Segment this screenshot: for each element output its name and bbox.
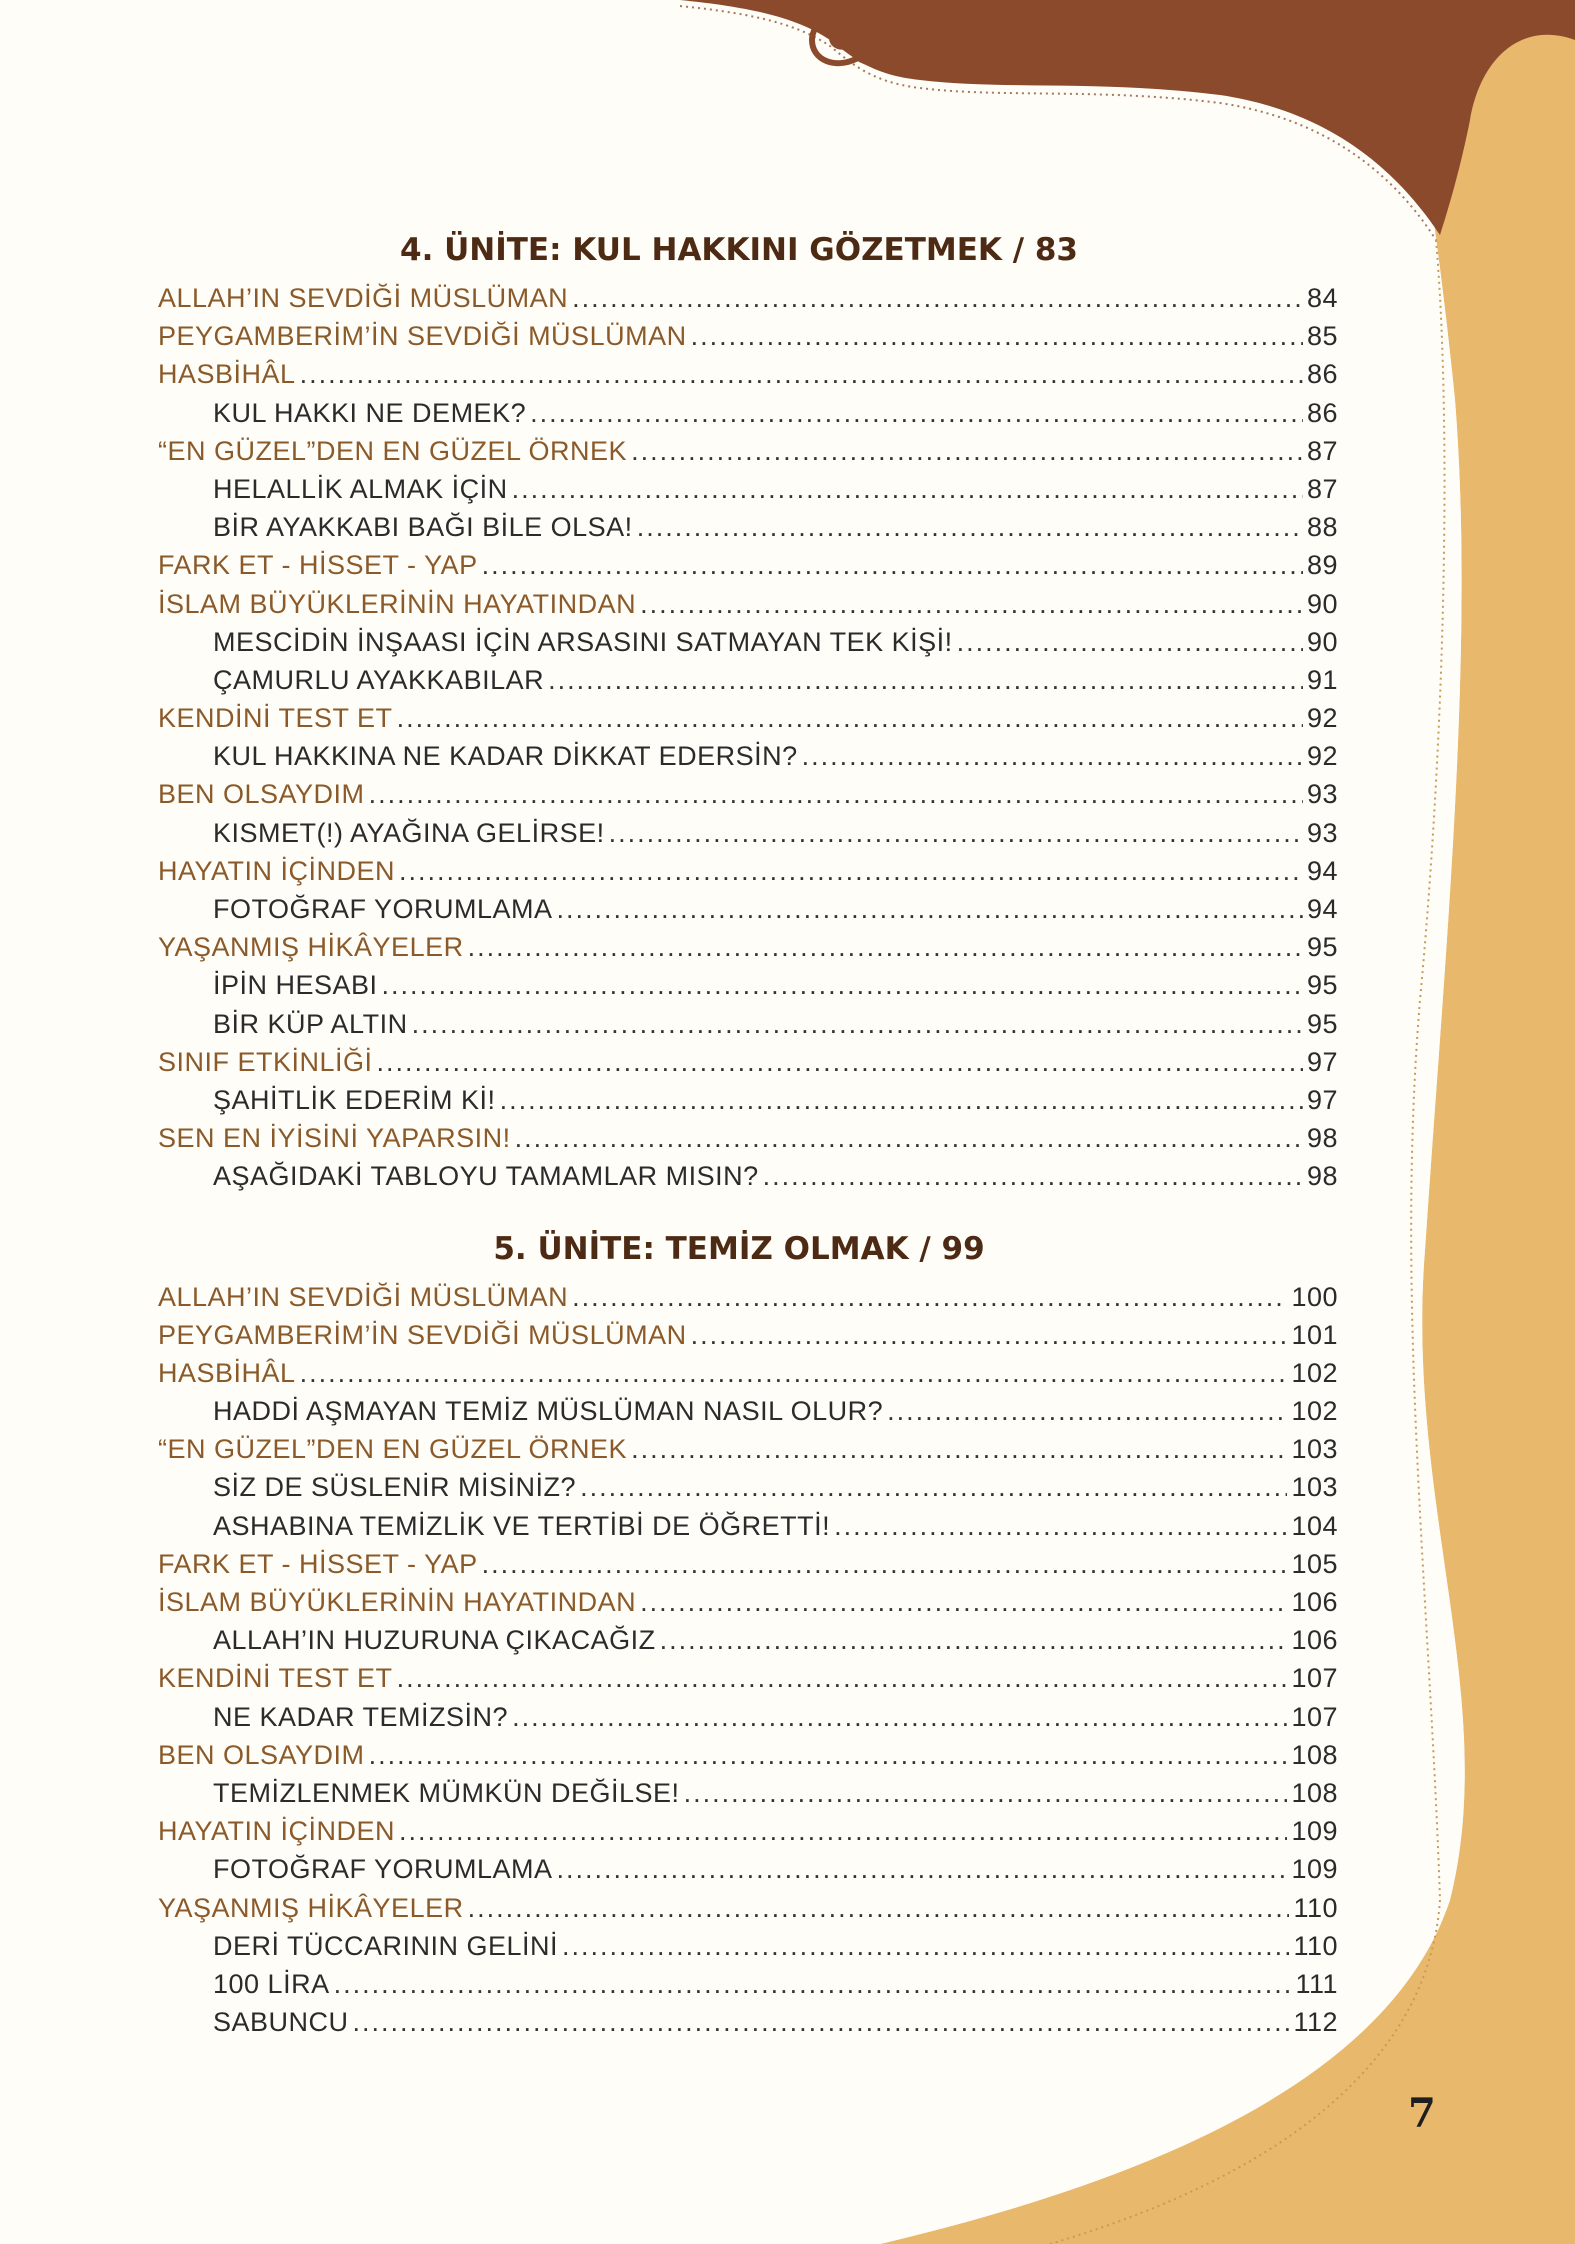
toc-entry-page: 92 bbox=[1306, 741, 1338, 772]
dot-leader bbox=[334, 1965, 1292, 2003]
toc-entry[interactable] bbox=[158, 1736, 1338, 1774]
toc-entry[interactable] bbox=[158, 890, 1338, 928]
toc-entry-page: 85 bbox=[1306, 321, 1338, 352]
toc-entry-page: 110 bbox=[1293, 1930, 1338, 1961]
toc-entry[interactable] bbox=[158, 508, 1338, 546]
dot-leader bbox=[631, 432, 1303, 470]
toc-entry-label: HASBİHÂL bbox=[158, 1357, 296, 1388]
dot-leader bbox=[660, 1621, 1288, 1659]
toc-entry-label: YAŞANMIŞ HİKÂYELER bbox=[158, 932, 464, 963]
toc-entry-page: 103 bbox=[1291, 1434, 1338, 1465]
toc-entry-page: 86 bbox=[1306, 359, 1338, 390]
toc-entry-page: 92 bbox=[1306, 703, 1338, 734]
toc-entry[interactable] bbox=[158, 317, 1338, 355]
toc-entry-page: 98 bbox=[1306, 1123, 1338, 1154]
table-of-contents bbox=[158, 225, 1338, 2041]
toc-entry-page: 106 bbox=[1291, 1625, 1338, 1656]
toc-entry-label: TEMİZLENMEK MÜMKÜN DEĞİLSE! bbox=[213, 1777, 680, 1808]
toc-entry-page: 95 bbox=[1306, 970, 1338, 1001]
toc-entry-page: 93 bbox=[1306, 779, 1338, 810]
toc-entry-label: YAŞANMIŞ HİKÂYELER bbox=[158, 1892, 464, 1923]
toc-entry-page: 107 bbox=[1291, 1701, 1338, 1732]
toc-entry-label: NE KADAR TEMİZSİN? bbox=[213, 1701, 509, 1732]
toc-list-unit-5 bbox=[158, 1278, 1338, 2042]
toc-entry[interactable] bbox=[158, 1430, 1338, 1468]
toc-entry-label: “EN GÜZEL”DEN EN GÜZEL ÖRNEK bbox=[158, 1434, 628, 1465]
toc-entry[interactable] bbox=[158, 470, 1338, 508]
dot-leader bbox=[691, 1316, 1288, 1354]
toc-entry-page: 112 bbox=[1293, 2007, 1338, 2038]
toc-entry-page: 94 bbox=[1306, 855, 1338, 886]
toc-entry-label: ALLAH’IN SEVDİĞİ MÜSLÜMAN bbox=[158, 283, 569, 313]
dot-leader bbox=[468, 1889, 1290, 1927]
toc-entry-page: 94 bbox=[1306, 894, 1338, 924]
toc-entry[interactable] bbox=[158, 585, 1338, 623]
toc-entry[interactable] bbox=[158, 432, 1338, 470]
toc-entry[interactable] bbox=[158, 1545, 1338, 1583]
toc-entry[interactable] bbox=[158, 1316, 1338, 1354]
toc-entry[interactable] bbox=[158, 928, 1338, 966]
toc-entry[interactable] bbox=[158, 623, 1338, 661]
toc-entry-label: SABUNCU bbox=[213, 2007, 349, 2038]
toc-entry-page: 111 bbox=[1295, 1968, 1338, 1999]
dot-leader bbox=[468, 928, 1303, 966]
dot-leader bbox=[557, 890, 1303, 928]
toc-entry-page: 87 bbox=[1306, 473, 1338, 504]
dot-leader bbox=[637, 508, 1303, 546]
dot-leader bbox=[548, 661, 1303, 699]
dot-leader bbox=[382, 966, 1303, 1004]
toc-entry-page: 91 bbox=[1306, 664, 1338, 695]
toc-entry-page: 95 bbox=[1306, 932, 1338, 963]
dot-leader bbox=[369, 1736, 1288, 1774]
dot-leader bbox=[482, 1545, 1288, 1583]
toc-entry-label: SEN EN İYİSİNİ YAPARSIN! bbox=[158, 1123, 511, 1154]
toc-entry-label: ALLAH’IN SEVDİĞİ MÜSLÜMAN bbox=[158, 1281, 569, 1312]
toc-entry[interactable] bbox=[158, 394, 1338, 432]
dot-leader bbox=[572, 279, 1303, 317]
toc-entry-page: 95 bbox=[1306, 1008, 1338, 1039]
toc-entry-page: 98 bbox=[1306, 1161, 1338, 1192]
toc-entry-label: İSLAM BÜYÜKLERİNİN HAYATINDAN bbox=[158, 588, 637, 619]
toc-entry-page: 93 bbox=[1306, 817, 1338, 848]
toc-entry[interactable] bbox=[158, 1392, 1338, 1430]
toc-entry-label: KENDİNİ TEST ET bbox=[158, 1663, 393, 1694]
toc-entry-label: HELALLİK ALMAK İÇİN bbox=[213, 473, 508, 504]
dot-leader bbox=[887, 1392, 1287, 1430]
dot-leader bbox=[691, 317, 1303, 355]
dot-leader bbox=[562, 1927, 1289, 1965]
toc-entry-label: BEN OLSAYDIM bbox=[158, 779, 365, 810]
toc-entry-page: 107 bbox=[1291, 1663, 1338, 1694]
toc-entry[interactable] bbox=[158, 1965, 1338, 2003]
toc-entry-page: 84 bbox=[1306, 283, 1338, 313]
toc-entry[interactable] bbox=[158, 1081, 1338, 1119]
toc-entry[interactable] bbox=[158, 1354, 1338, 1392]
toc-entry[interactable] bbox=[158, 1698, 1338, 1736]
toc-entry-page: 97 bbox=[1306, 1046, 1338, 1077]
dot-leader bbox=[802, 737, 1303, 775]
toc-entry-label: FOTOĞRAF YORUMLAMA bbox=[213, 1854, 553, 1885]
toc-entry-page: 87 bbox=[1306, 435, 1338, 466]
toc-entry-page: 109 bbox=[1291, 1854, 1338, 1885]
toc-entry[interactable] bbox=[158, 2003, 1338, 2041]
dot-leader bbox=[512, 1698, 1287, 1736]
dot-leader bbox=[300, 355, 1303, 393]
toc-entry-label: ALLAH’IN HUZURUNA ÇIKACAĞIZ bbox=[213, 1625, 656, 1656]
toc-entry-page: 88 bbox=[1306, 512, 1338, 543]
unit-title-5: 5. ÜNİTE: TEMİZ OLMAK / 99 bbox=[493, 1230, 985, 1267]
dot-leader bbox=[482, 546, 1303, 584]
toc-entry-label: BİR KÜP ALTIN bbox=[213, 1008, 408, 1039]
dot-leader bbox=[300, 1354, 1288, 1392]
toc-entry-page: 109 bbox=[1291, 1816, 1338, 1847]
toc-entry[interactable] bbox=[158, 1850, 1338, 1888]
toc-entry-page: 108 bbox=[1291, 1777, 1338, 1808]
toc-entry-label: DERİ TÜCCARININ GELİNİ bbox=[213, 1930, 559, 1961]
toc-entry[interactable] bbox=[158, 1774, 1338, 1812]
toc-entry-label: BİR AYAKKABI BAĞI BİLE OLSA! bbox=[213, 512, 633, 543]
toc-entry[interactable] bbox=[158, 814, 1338, 852]
toc-entry-page: 102 bbox=[1291, 1357, 1338, 1388]
dot-leader bbox=[631, 1430, 1287, 1468]
toc-entry-page: 102 bbox=[1291, 1396, 1338, 1427]
toc-entry[interactable] bbox=[158, 1507, 1338, 1545]
dot-leader bbox=[500, 1081, 1303, 1119]
dot-leader bbox=[412, 1005, 1303, 1043]
dot-leader bbox=[399, 852, 1303, 890]
toc-entry-page: 110 bbox=[1293, 1892, 1338, 1923]
dot-leader bbox=[353, 2003, 1290, 2041]
toc-entry-page: 90 bbox=[1306, 626, 1338, 657]
toc-entry-label: İPİN HESABI bbox=[213, 970, 378, 1001]
toc-entry-label: HAYATIN İÇİNDEN bbox=[158, 855, 396, 886]
toc-entry[interactable] bbox=[158, 1659, 1338, 1697]
toc-entry-label: KUL HAKKI NE DEMEK? bbox=[213, 397, 527, 428]
toc-entry-label: PEYGAMBERİM’İN SEVDİĞİ MÜSLÜMAN bbox=[158, 321, 687, 352]
dot-leader bbox=[399, 1812, 1287, 1850]
toc-entry[interactable] bbox=[158, 699, 1338, 737]
toc-entry-page: 106 bbox=[1291, 1587, 1338, 1617]
toc-entry[interactable] bbox=[158, 1889, 1338, 1927]
toc-entry[interactable] bbox=[158, 1812, 1338, 1850]
toc-entry-label: KUL HAKKINA NE KADAR DİKKAT EDERSİN? bbox=[213, 741, 798, 772]
toc-entry-label: MESCİDİN İNŞAASI İÇİN ARSASINI SATMAYAN TEK KİŞİ! bbox=[213, 626, 953, 657]
toc-entry[interactable] bbox=[158, 661, 1338, 699]
toc-entry-label: PEYGAMBERİM’İN SEVDİĞİ MÜSLÜMAN bbox=[158, 1319, 687, 1350]
toc-entry[interactable] bbox=[158, 1583, 1338, 1621]
toc-entry[interactable] bbox=[158, 1119, 1338, 1157]
toc-entry-page: 103 bbox=[1291, 1472, 1338, 1503]
dot-leader bbox=[377, 1043, 1303, 1081]
toc-entry-label: HADDİ AŞMAYAN TEMİZ MÜSLÜMAN NASIL OLUR? bbox=[213, 1396, 884, 1427]
toc-entry[interactable] bbox=[158, 775, 1338, 813]
toc-entry-label: FOTOĞRAF YORUMLAMA bbox=[213, 894, 553, 924]
toc-list-unit-4 bbox=[158, 279, 1338, 1196]
toc-entry[interactable] bbox=[158, 966, 1338, 1004]
toc-entry[interactable] bbox=[158, 1621, 1338, 1659]
toc-entry-label: “EN GÜZEL”DEN EN GÜZEL ÖRNEK bbox=[158, 435, 628, 466]
toc-entry[interactable] bbox=[158, 1468, 1338, 1506]
dot-leader bbox=[397, 1659, 1288, 1697]
toc-entry-label: SİZ DE SÜSLENİR MİSİNİZ? bbox=[213, 1472, 577, 1503]
toc-entry-page: 104 bbox=[1291, 1510, 1338, 1541]
toc-entry-page: 86 bbox=[1306, 397, 1338, 428]
dot-leader bbox=[609, 814, 1303, 852]
toc-entry-label: HASBİHÂL bbox=[158, 359, 296, 390]
dot-leader bbox=[763, 1157, 1303, 1195]
toc-entry-label: KISMET(!) AYAĞINA GELİRSE! bbox=[213, 817, 605, 848]
toc-entry-label: AŞAĞIDAKİ TABLOYU TAMAMLAR MISIN? bbox=[213, 1161, 759, 1192]
toc-entry-page: 89 bbox=[1306, 550, 1338, 581]
toc-entry-label: BEN OLSAYDIM bbox=[158, 1739, 365, 1770]
dot-leader bbox=[640, 1583, 1287, 1621]
toc-entry[interactable] bbox=[158, 1157, 1338, 1195]
toc-entry-page: 97 bbox=[1306, 1084, 1338, 1115]
toc-entry-label: KENDİNİ TEST ET bbox=[158, 703, 393, 734]
toc-entry-page: 90 bbox=[1306, 588, 1338, 619]
dot-leader bbox=[557, 1850, 1288, 1888]
toc-entry-page: 100 bbox=[1291, 1281, 1338, 1312]
dot-leader bbox=[397, 699, 1303, 737]
toc-entry[interactable] bbox=[158, 737, 1338, 775]
toc-entry[interactable] bbox=[158, 1043, 1338, 1081]
toc-entry[interactable] bbox=[158, 852, 1338, 890]
toc-entry-page: 105 bbox=[1291, 1548, 1338, 1579]
toc-entry[interactable] bbox=[158, 1005, 1338, 1043]
toc-entry-label: FARK ET - HİSSET - YAP bbox=[158, 550, 478, 581]
toc-entry[interactable] bbox=[158, 1927, 1338, 1965]
toc-entry-label: ÇAMURLU AYAKKABILAR bbox=[213, 664, 545, 695]
toc-entry-label: ASHABINA TEMİZLİK VE TERTİBİ DE ÖĞRETTİ! bbox=[213, 1510, 831, 1541]
dot-leader bbox=[580, 1468, 1287, 1506]
dot-leader bbox=[515, 1119, 1303, 1157]
page-number: 7 bbox=[1408, 2090, 1436, 2137]
toc-entry-page: 101 bbox=[1291, 1319, 1338, 1350]
toc-entry-label: 100 LİRA bbox=[213, 1968, 330, 1999]
toc-entry-page: 108 bbox=[1291, 1739, 1338, 1770]
dot-leader bbox=[957, 623, 1303, 661]
dot-leader bbox=[512, 470, 1303, 508]
toc-entry[interactable] bbox=[158, 355, 1338, 393]
toc-entry[interactable] bbox=[158, 279, 1338, 317]
unit-title-4: 4. ÜNİTE: KUL HAKKINI GÖZETMEK / 83 bbox=[400, 232, 1078, 268]
toc-entry[interactable] bbox=[158, 1278, 1338, 1316]
dot-leader bbox=[530, 394, 1303, 432]
toc-entry-label: SINIF ETKİNLİĞİ bbox=[158, 1046, 373, 1077]
toc-entry-label: İSLAM BÜYÜKLERİNİN HAYATINDAN bbox=[158, 1587, 637, 1617]
dot-leader bbox=[369, 775, 1303, 813]
toc-entry[interactable] bbox=[158, 546, 1338, 584]
dot-leader bbox=[684, 1774, 1288, 1812]
dot-leader bbox=[834, 1507, 1287, 1545]
dot-leader bbox=[640, 585, 1303, 623]
toc-entry-label: ŞAHİTLİK EDERİM Kİ! bbox=[213, 1084, 496, 1115]
dot-leader bbox=[572, 1278, 1287, 1316]
toc-entry-label: HAYATIN İÇİNDEN bbox=[158, 1816, 396, 1847]
toc-entry-label: FARK ET - HİSSET - YAP bbox=[158, 1548, 478, 1579]
